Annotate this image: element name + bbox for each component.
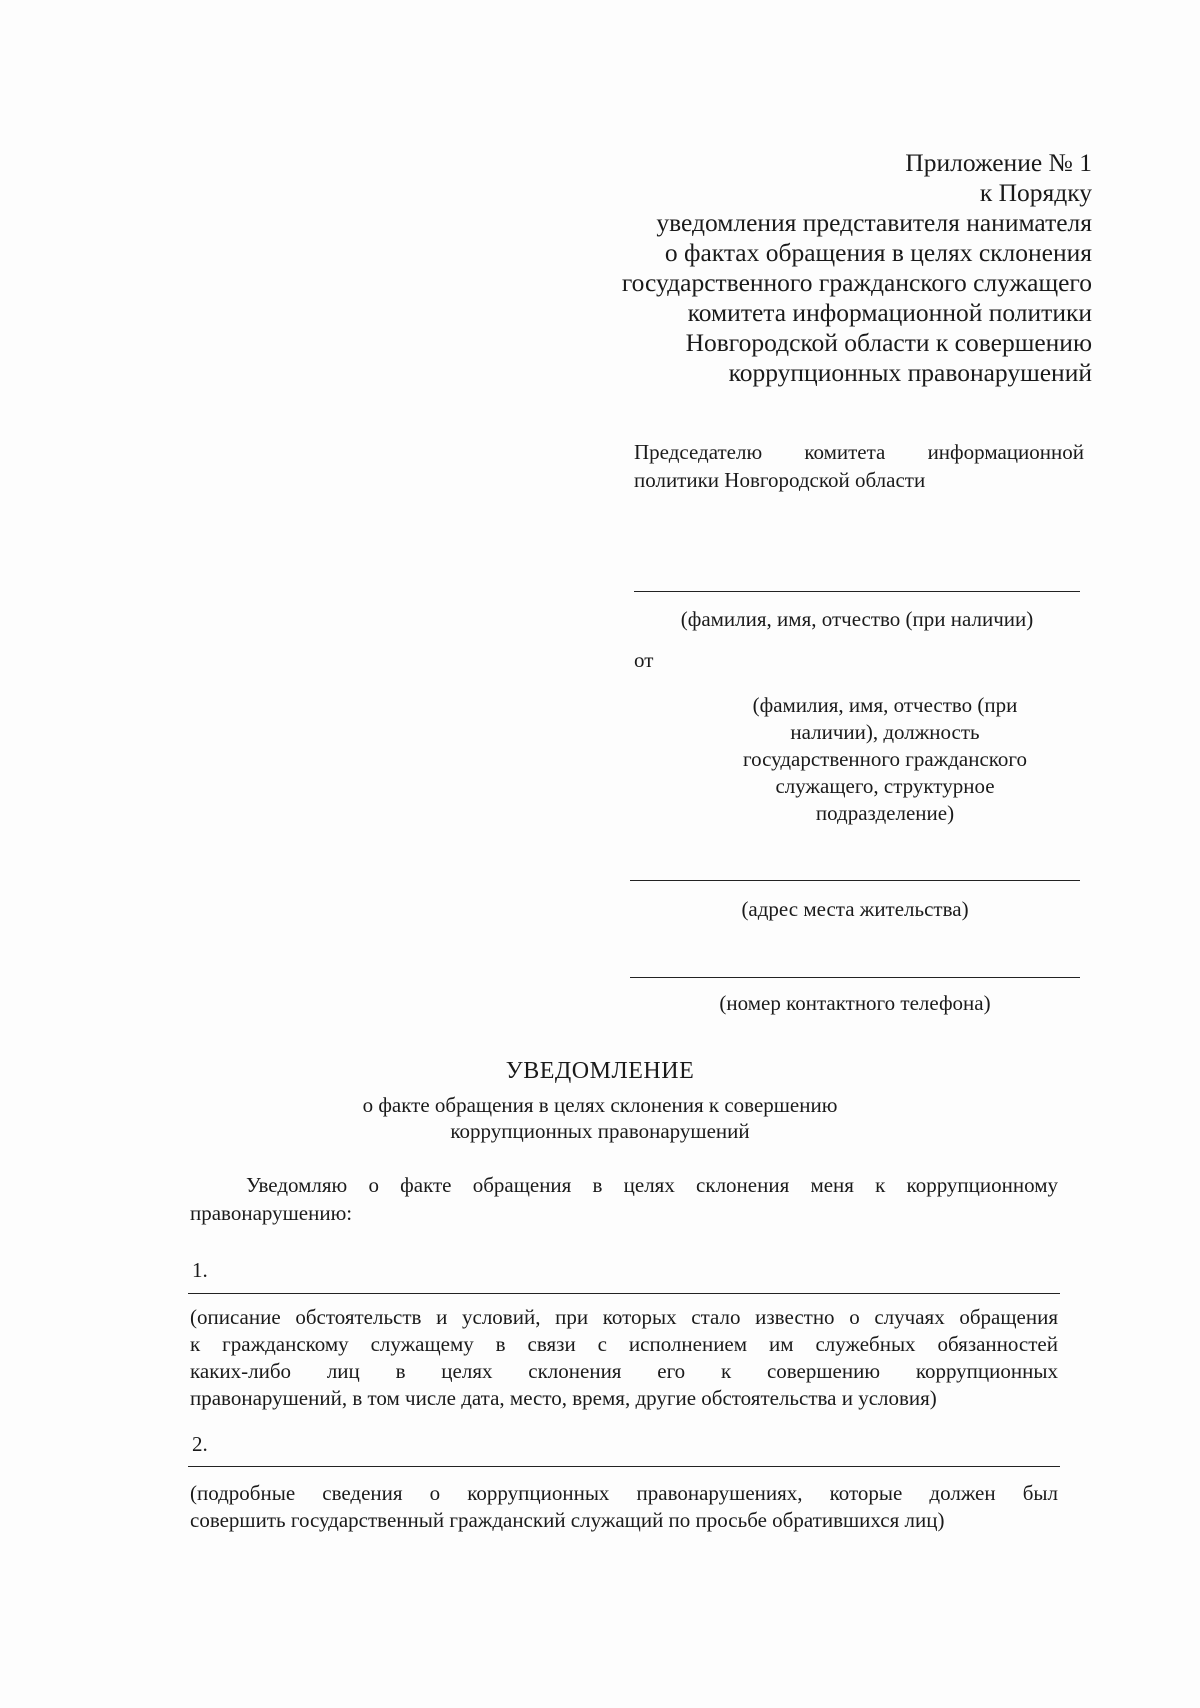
notice-title: УВЕДОМЛЕНИЕ bbox=[505, 1058, 695, 1084]
sender-caption-line: государственного гражданского bbox=[742, 747, 1027, 771]
appendix-line: о фактах обращения в целях склонения bbox=[664, 238, 1092, 267]
phone-caption: (номер контактного телефона) bbox=[719, 991, 991, 1015]
item-number: 1. bbox=[192, 1258, 208, 1282]
notice-subtitle-line: о факте обращения в целях склонения к совершению bbox=[362, 1093, 838, 1117]
item-number: 2. bbox=[192, 1432, 208, 1456]
appendix-line: комитета информационной политики bbox=[687, 298, 1092, 327]
phone-line[interactable] bbox=[630, 977, 1080, 978]
item-1-description bbox=[190, 1304, 1058, 1412]
chair-name-line[interactable] bbox=[634, 591, 1080, 592]
description-line: (описание обстоятельств и условий, при которых стало известно о случаях обращения bbox=[190, 1305, 1058, 1329]
addressee: Председателю комитета информационной политики Новгородской области bbox=[634, 440, 1084, 492]
description-line: (подробные сведения о коррупционных правонарушениях, которые должен был bbox=[190, 1481, 1058, 1505]
sender-caption-line: наличии), должность bbox=[790, 720, 980, 744]
appendix-line: к Порядку bbox=[979, 178, 1092, 207]
sender-caption bbox=[700, 692, 1070, 827]
address-line[interactable] bbox=[630, 880, 1080, 881]
appendix-header bbox=[532, 148, 1092, 388]
appendix-line: уведомления представителя нанимателя bbox=[656, 208, 1092, 237]
chair-name-caption: (фамилия, имя, отчество (при наличии) bbox=[680, 607, 1034, 631]
sender-caption-line: (фамилия, имя, отчество (при bbox=[752, 693, 1018, 717]
address-caption: (адрес места жительства) bbox=[741, 897, 969, 921]
notice-subtitle-line: коррупционных правонарушений bbox=[450, 1119, 750, 1143]
description-line: совершить государственный гражданский служащий по просьбе обратившихся лиц) bbox=[190, 1508, 945, 1532]
item-2-line[interactable] bbox=[188, 1466, 1060, 1467]
appendix-line: государственного гражданского служащего bbox=[621, 268, 1092, 297]
description-line: правонарушений, в том числе дата, место, время, другие обстоятельства и условия) bbox=[190, 1386, 937, 1410]
sender-caption-line: служащего, структурное bbox=[775, 774, 995, 798]
from-label: от bbox=[634, 648, 654, 672]
appendix-line: коррупционных правонарушений bbox=[728, 358, 1092, 387]
appendix-line: Приложение № 1 bbox=[905, 148, 1092, 177]
description-line: к гражданскому служащему в связи с исполнением им служебных обязанностей bbox=[190, 1332, 1058, 1356]
appendix-line: Новгородской области к совершению bbox=[685, 328, 1092, 357]
sender-caption-line: подразделение) bbox=[815, 801, 955, 825]
notice-intro: Уведомляю о факте обращения в целях склонения меня к коррупционному правонарушению: bbox=[190, 1173, 1058, 1225]
item-1-line[interactable] bbox=[188, 1293, 1060, 1294]
description-line: каких-либо лиц в целях склонения его к совершению коррупционных bbox=[190, 1359, 1058, 1383]
item-2-description bbox=[190, 1480, 1058, 1534]
